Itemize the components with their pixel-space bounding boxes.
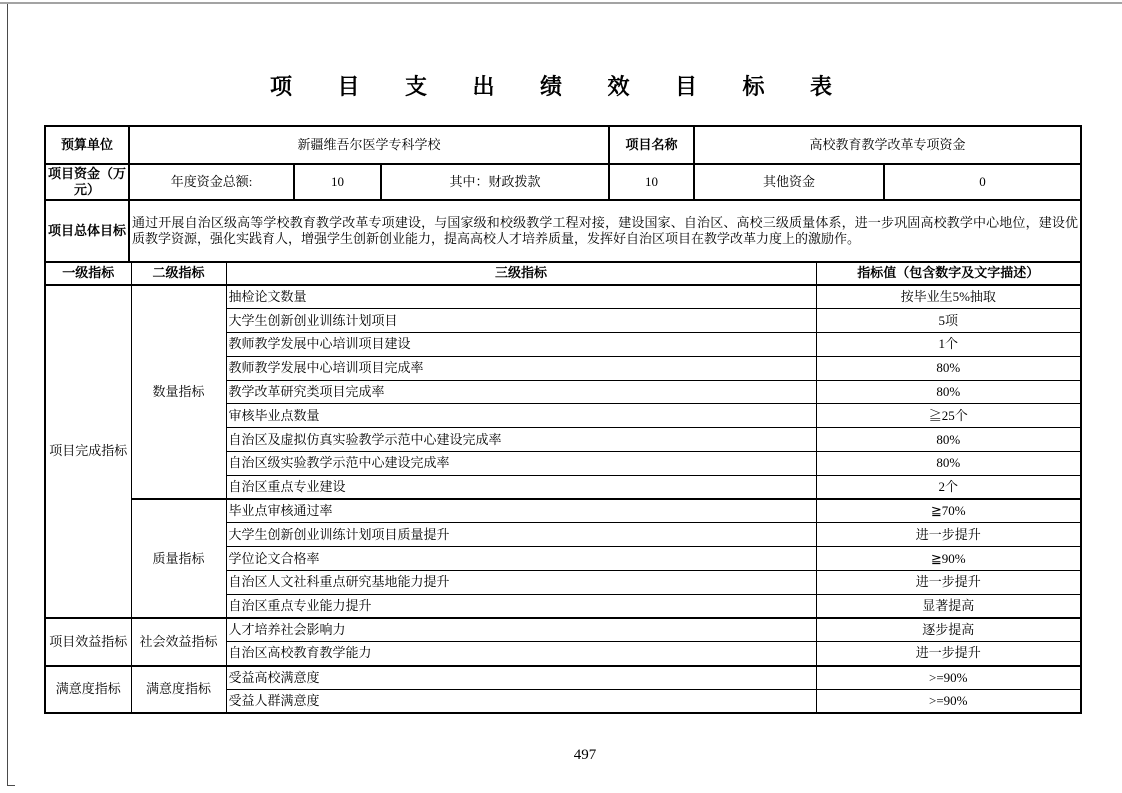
indicator-row: [45, 618, 1081, 642]
indicator-value-cell: 进一步提升: [816, 571, 1081, 595]
fiscal-appropriation-value: 10: [609, 164, 694, 200]
level3-indicator-cell: 受益人群满意度: [226, 690, 816, 714]
level3-indicator-cell: 审核毕业点数量: [226, 404, 816, 428]
indicator-table-body: [45, 285, 1081, 713]
indicator-value-cell: 5项: [816, 309, 1081, 333]
page-number: 497: [573, 747, 597, 763]
level3-indicator-cell: 抽检论文数量: [226, 285, 816, 309]
level3-indicator-cell: 自治区重点专业建设: [226, 475, 816, 499]
header-value: 指标值（包含数字及文字描述）: [816, 262, 1081, 285]
budget-unit-value: 新疆维吾尔医学专科学校: [129, 126, 609, 164]
header-level1: 一级指标: [45, 262, 131, 285]
indicator-value-cell: ≧25个: [816, 404, 1081, 428]
indicator-value-cell: 逐步提高: [816, 618, 1081, 642]
level3-indicator-cell: 人才培养社会影响力: [226, 618, 816, 642]
indicator-value-cell: 进一步提升: [816, 642, 1081, 666]
indicator-value-cell: 显著提高: [816, 594, 1081, 618]
indicator-value-cell: 80%: [816, 356, 1081, 380]
level1-indicator-cell: 满意度指标: [45, 666, 131, 714]
overall-goal-label: 项目总体目标: [45, 200, 129, 262]
indicator-row: [45, 285, 1081, 309]
page-top-edge-line: [0, 2, 1122, 4]
budget-unit-label: 预算单位: [45, 126, 129, 164]
funds-label: 项目资金（万元）: [45, 164, 129, 200]
fiscal-appropriation-label: 其中：财政拨款: [381, 164, 609, 200]
level3-indicator-cell: 大学生创新创业训练计划项目: [226, 309, 816, 333]
indicator-value-cell: 1个: [816, 333, 1081, 357]
overall-goal-text: 通过开展自治区级高等学校教育教学改革专项建设，与国家级和校级教学工程对接，建设国家、自治区、高校三级质量体系，进一步巩固高校教学中心地位，建设优质教学资源，强化实践育人，增强学生创新创业能力，提高高校人才培养质量，发挥好自治区项目在教学改革力度上的激励作。: [129, 200, 1081, 262]
indicator-value-cell: 80%: [816, 428, 1081, 452]
level3-indicator-cell: 自治区及虚拟仿真实验教学示范中心建设完成率: [226, 428, 816, 452]
level3-indicator-cell: 毕业点审核通过率: [226, 499, 816, 523]
level3-indicator-cell: 学位论文合格率: [226, 547, 816, 571]
level2-indicator-cell: 社会效益指标: [131, 618, 226, 666]
indicator-table: [44, 261, 1082, 714]
level1-indicator-cell: 项目效益指标: [45, 618, 131, 666]
project-name-label: 项目名称: [609, 126, 694, 164]
indicator-row: [45, 666, 1081, 690]
indicator-value-cell: 按毕业生5%抽取: [816, 285, 1081, 309]
level2-indicator-cell: 数量指标: [131, 285, 226, 499]
indicator-value-cell: ≧70%: [816, 499, 1081, 523]
indicator-value-cell: 80%: [816, 452, 1081, 476]
level3-indicator-cell: 大学生创新创业训练计划项目质量提升: [226, 523, 816, 547]
indicator-value-cell: ≧90%: [816, 547, 1081, 571]
page-left-edge-line: [7, 4, 8, 785]
header-level3: 三级指标: [226, 262, 816, 285]
level3-indicator-cell: 教师教学发展中心培训项目完成率: [226, 356, 816, 380]
level2-indicator-cell: 满意度指标: [131, 666, 226, 714]
level3-indicator-cell: 自治区高校教育教学能力: [226, 642, 816, 666]
indicator-header-row: [45, 262, 1081, 285]
other-funds-label: 其他资金: [694, 164, 884, 200]
level3-indicator-cell: 教师教学发展中心培训项目建设: [226, 333, 816, 357]
indicator-row: [45, 499, 1081, 523]
level1-indicator-cell: 项目完成指标: [45, 285, 131, 618]
level3-indicator-cell: 教学改革研究类项目完成率: [226, 380, 816, 404]
info-row-unit: [45, 126, 1081, 164]
indicator-value-cell: >=90%: [816, 690, 1081, 714]
info-table: [44, 125, 1082, 263]
level3-indicator-cell: 自治区重点专业能力提升: [226, 594, 816, 618]
page-title: 项 目 支 出 绩 效 目 标 表: [269, 74, 852, 99]
indicator-value-cell: 2个: [816, 475, 1081, 499]
info-row-goal: [45, 200, 1081, 262]
level3-indicator-cell: 自治区级实验教学示范中心建设完成率: [226, 452, 816, 476]
level2-indicator-cell: 质量指标: [131, 499, 226, 618]
page-left-edge-foot: [7, 785, 15, 786]
header-level2: 二级指标: [131, 262, 226, 285]
annual-total-label: 年度资金总额:: [129, 164, 294, 200]
other-funds-value: 0: [884, 164, 1081, 200]
level3-indicator-cell: 自治区人文社科重点研究基地能力提升: [226, 571, 816, 595]
info-row-funds: [45, 164, 1081, 200]
indicator-value-cell: 进一步提升: [816, 523, 1081, 547]
tables-container: [44, 125, 1080, 714]
indicator-value-cell: >=90%: [816, 666, 1081, 690]
level3-indicator-cell: 受益高校满意度: [226, 666, 816, 690]
annual-total-value: 10: [294, 164, 381, 200]
indicator-value-cell: 80%: [816, 380, 1081, 404]
project-name-value: 高校教育教学改革专项资金: [694, 126, 1081, 164]
